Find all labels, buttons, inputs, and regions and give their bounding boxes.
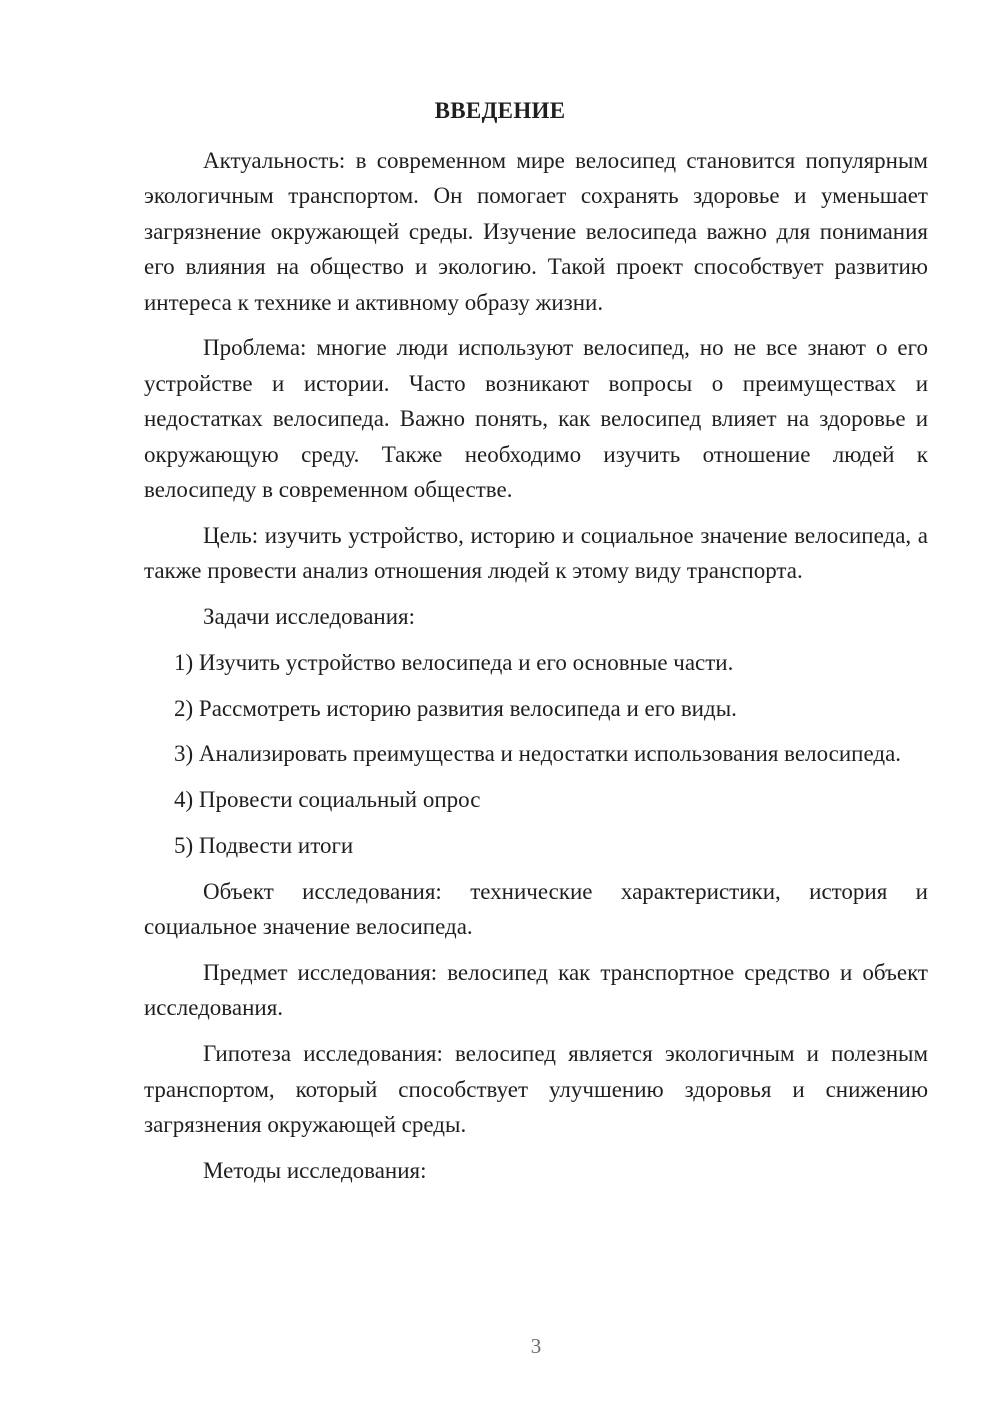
paragraph-subject: Предмет исследования: велосипед как транспортное средство и объект исследования. [144, 960, 928, 1021]
task-item-3: 3) Анализировать преимущества и недостатки использования велосипеда. [174, 741, 902, 767]
task-item-4: 4) Провести социальный опрос [174, 787, 481, 813]
tasks-heading: Задачи исследования: [203, 604, 416, 630]
task-item-2: 2) Рассмотреть историю развития велосипеда и его виды. [174, 695, 737, 721]
paragraph-object: Объект исследования: технические характеристики, история и социальное значение велосипеда. [144, 878, 928, 940]
paragraph-hypothesis: Гипотеза исследования: велосипед является экологичным и полезным транспортом, который способствует улучшению здоровья и снижению загрязнения окружающей среды. [144, 1041, 928, 1138]
paragraph-problem: Проблема: многие люди используют велосипед, но не все знают о его устройстве и истории. Часто возникают вопросы о преимуществах и недостатках велосипеда. Важно понять, как велосипед влияет на здоровье и окружающую среду. Также необходимо изучить отношение людей к велосипеду в современном обществе. [144, 335, 928, 503]
task-item-5: 5) Подвести итоги [174, 833, 354, 859]
document-body [144, 143, 928, 1199]
paragraph-relevance: Актуальность: в современном мире велосипед становится популярным экологичным транспортом. Он помогает сохранять здоровье и уменьшает загрязнение окружающей среды. Изучение велосипеда важно для понимания его влияния на общество и экологию. Такой проект способствует развитию интереса к технике и активному образу жизни. [144, 148, 928, 315]
page-number: 3 [530, 1334, 542, 1358]
paragraph-goal: Цель: изучить устройство, историю и социальное значение велосипеда, а также провести анализ отношения людей к этому виду транспорта. [144, 522, 928, 584]
page-title: ВВЕДЕНИЕ [434, 98, 566, 123]
task-item-1: 1) Изучить устройство велосипеда и его основные части. [174, 649, 734, 675]
methods-heading: Методы исследования: [203, 1157, 427, 1183]
